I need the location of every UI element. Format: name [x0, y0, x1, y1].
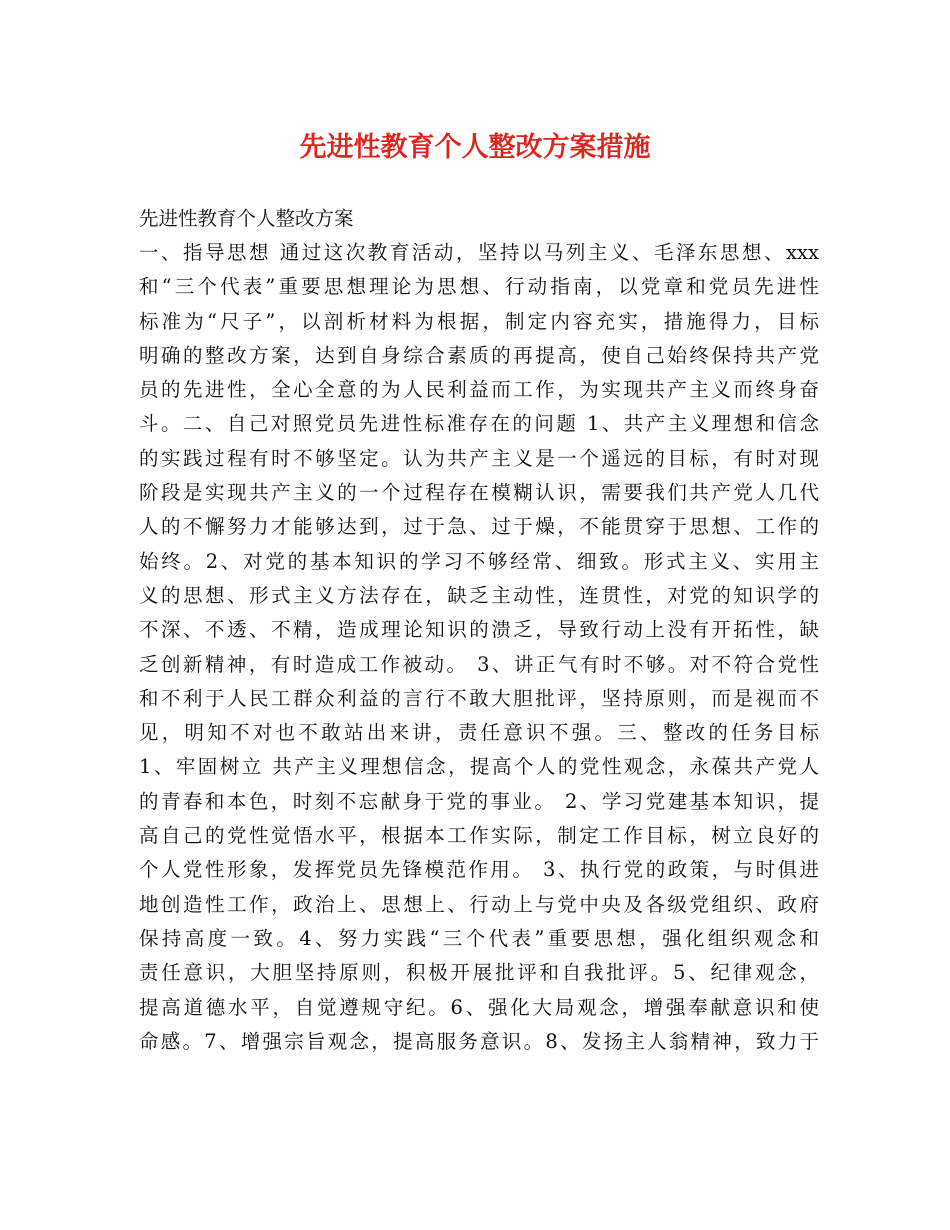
body-line: 标准为“尺子”，以剖析材料为根据，制定内容充实，措施得力，目标	[139, 309, 819, 333]
body-line: 高自己的党性觉悟水平，根据本工作实际，制定工作目标，树立良好的	[139, 824, 819, 848]
body-line: 1、牢固树立 共产主义理想信念，提高个人的党性观念，永葆共产党人	[139, 755, 819, 779]
body-line: 个人党性形象，发挥党员先锋模范作用。 3、执行党的政策，与时俱进	[139, 858, 819, 882]
body-line: 员的先进性，全心全意的为人民利益而工作，为实现共产主义而终身奋	[139, 378, 819, 402]
document-body	[139, 236, 819, 1059]
body-line: 见，明知不对也不敢站出来讲，责任意识不强。三、整改的任务目标	[139, 721, 819, 745]
body-line: 和“三个代表”重要思想理论为思想、行动指南，以党章和党员先进性	[139, 275, 819, 299]
body-line: 阶段是实现共产主义的一个过程存在模糊认识，需要我们共产党人几代	[139, 481, 819, 505]
body-line: 命感。7、增强宗旨观念，提高服务意识。8、发扬主人翁精神，致力于	[139, 1029, 819, 1053]
body-line: 义的思想、形式主义方法存在，缺乏主动性，连贯性，对党的知识学的	[139, 583, 819, 607]
document-title: 先进性教育个人整改方案措施	[299, 132, 651, 163]
body-line: 的青春和本色，时刻不忘献身于党的事业。 2、学习党建基本知识，提	[139, 789, 819, 813]
body-line: 地创造性工作，政治上、思想上、行动上与党中央及各级党组织、政府	[139, 892, 819, 916]
body-line: 保持高度一致。4、努力实践“三个代表”重要思想，强化组织观念和	[139, 926, 819, 950]
body-line: 人的不懈努力才能够达到，过于急、过于燥，不能贯穿于思想、工作的	[139, 515, 819, 539]
body-line: 责任意识，大胆坚持原则，积极开展批评和自我批评。5、纪律观念，	[139, 961, 819, 985]
body-line: 乏创新精神，有时造成工作被动。 3、讲正气有时不够。对不符合党性	[139, 652, 819, 676]
body-line: 和不利于人民工群众利益的言行不敢大胆批评，坚持原则，而是视而不	[139, 686, 819, 710]
body-line: 斗。二、自己对照党员先进性标准存在的问题 1、共产主义理想和信念	[139, 412, 819, 436]
body-line: 明确的整改方案，达到自身综合素质的再提高，使自己始终保持共产党	[139, 343, 819, 367]
document-subtitle: 先进性教育个人整改方案	[139, 207, 354, 230]
body-line: 提高道德水平，自觉遵规守纪。6、强化大局观念，增强奉献意识和使	[139, 995, 819, 1019]
body-line: 一、指导思想 通过这次教育活动，坚持以马列主义、毛泽东思想、xxx	[139, 241, 819, 264]
body-line: 不深、不透、不精，造成理论知识的溃乏，导致行动上没有开拓性，缺	[139, 618, 819, 642]
body-line: 始终。2、对党的基本知识的学习不够经常、细致。形式主义、实用主	[139, 549, 819, 573]
body-line: 的实践过程有时不够坚定。认为共产主义是一个遥远的目标，有时对现	[139, 446, 819, 470]
